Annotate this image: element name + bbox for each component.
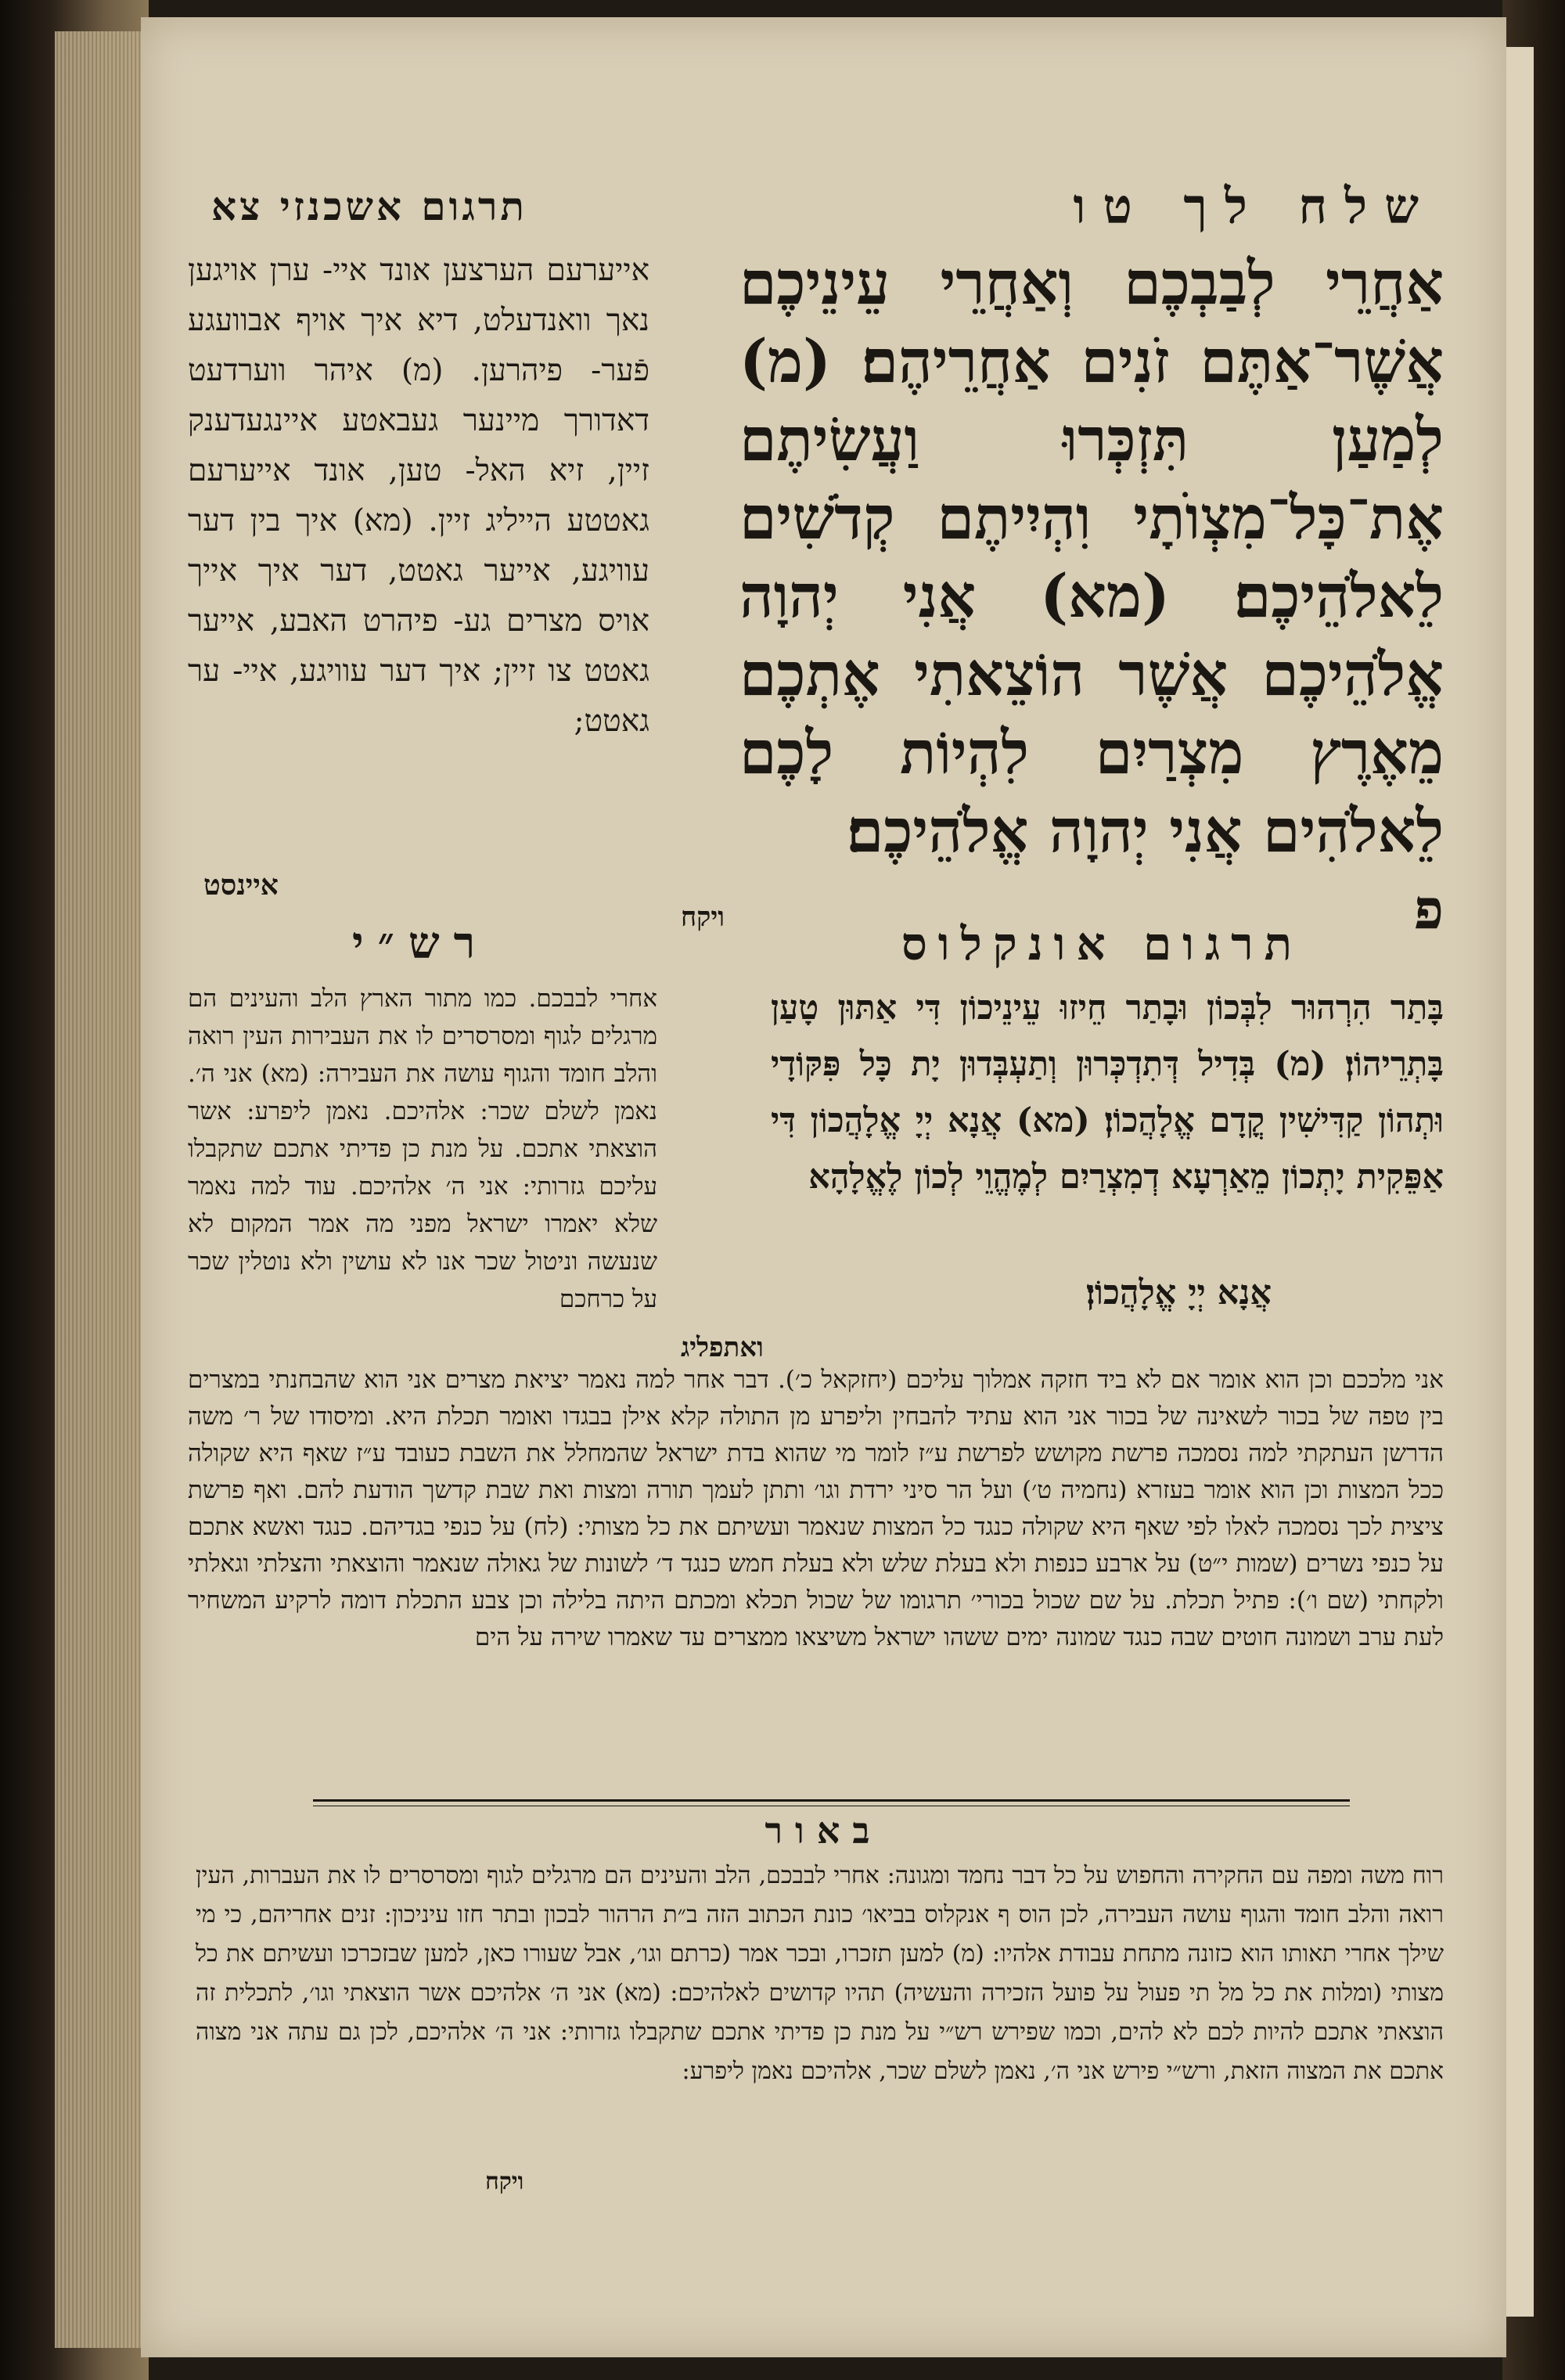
catchword-onkelos: ויקח [681,902,725,933]
catchword-yiddish: איינסט [203,869,279,902]
catchword-bottom: ויקח [485,2168,524,2195]
onkelos-title: תרגום אונקלוס [901,917,1303,970]
onkelos-text: בָּתַר הִרְהוּר לִבְּכוֹן וּבָתַר חֵיזוּ עֵינֵיכוֹן דִּי אַתּוּן טָעַן בָּתְרֵיהוֹן׃ (מ) בְּדִיל דְּתִדְכְּרוּן וְתַעְבְּדוּן יָת כָּל פִּקּוֹדָי וּתְהוֹן קַדִּישִׁין קֳדָם אֱלָהֲכוֹן׃ (מא) אֲנָא יְיָ אֱלָהֲכוֹן דִּי אַפֵּקִית יָתְכוֹן מֵאַרְעָא דְמִצְרַיִם לְמֶהֱוֵי לְכוֹן לֶאֱלָהָא [771,988,1444,1197]
targum-header: תרגום אשכנזי צא [211,183,527,229]
parasha-petucha-mark: פ [1413,877,1444,942]
page-edges [55,31,149,2348]
torah-verse-text: אַחֲרֵי לְבַבְכֶם וְאַחֲרֵי עֵינֵיכֶם אֲשֶׁר־אַתֶּם זֹנִים אַחֲרֵיהֶם׃ (מ) לְמַעַן תִּזְכְּרוּ וַעֲשִׂיתֶם אֶת־כָּל־מִצְוֺתָי וִהְיִיתֶם קְדֹשִׁים לֵאלֹהֵיכֶם׃ (מא) אֲנִי יְהוָה אֱלֹהֵיכֶם אֲשֶׁר הוֹצֵאתִי אֶתְכֶם מֵאֶרֶץ מִצְרַיִם לִהְיוֹת לָכֶם לֵאלֹהִים אֲנִי יְהוָה אֱלֹהֵיכֶם׃ [739,248,1444,866]
rashi-column-text: אחרי לבבכם. כמו מתור הארץ הלב והעינים הם מרגלים לגוף ומסרסרים לו את העבירות העין רואה והלב חומד והגוף עושה את העבירה: (מא) אני ה׳. נאמן לשלם שכר: אלהיכם. נאמן ליפרע: אשר הוצאתי אתכם. על מנת כן פדיתי אתכם שתקבלו עליכם גזרותי: אני ה׳ אלהיכם. עוד למה נאמר שלא יאמרו ישראל מפני מה אמר המקום לא שנעשה וניטול שכר אנו לא עושין ולא נוטלין שכר על כרחכם [188,985,657,1313]
yiddish-translation-column: אייערעם הערצען אונד איי- ערן אויגען נאך וואנדעלט, דיא איך אויף אבוועגע פֿער- פיהרען. (מ) איהר ווערדעט דאדורך מיינער געבאטע איינגעדענק זיין, זיא האל- טען, אונד אייערעם גאטטע הייליג זיין. (מא) איך בין דער עוויגע, אייער גאטט, דער איך אייך אויס מצרים גע- פיהרט האבע, אייער גאטט צו זיין; איך דער עוויגע, איי- ער גאטט; [188,253,649,739]
rashi-full-width-text: אני מלככם וכן הוא אומר אם לא ביד חזקה אמלוך עליכם (יחזקאל כ׳). דבר אחר למה נאמר יציאת מצרים אני הוא שהבחנתי במצרים בין טפה של בכור לשאינה של בכור אני הוא עתיד להבחין וליפרע מן התולה קלא אילן בבגדו ואומר תכלת היא. ומיסודו של ר׳ משה הדרשן העתקתי למה נסמכה פרשת מקושש לפרשת ע״ז לומר מי שהוא בדת ישראל שהמחלל את השבת כעובד ע״ז שאף היא שקולה ככל המצות וכן הוא אומר בעזרא (נחמיה ט׳) ועל הר סיני ירדת וגו׳ ותתן לעמך תורה ומצות ואת שבת קדשך הודעת להם. ואף פרשת ציצית לכך נסמכה לאלו לפי שאף היא שקולה כנגד כל המצות שנאמר ועשיתם את כל מצותי: (לח) על כנפי בגדיהם. כנגד ואשא אתכם על כנפי נשרים (שמות י״ט) על ארבע כנפות ולא בעלת שלש ולא בעלת חמש כנגד ד׳ לשונות של גאולה שנאמר והוצאתי והצלתי וגאלתי ולקחתי (שם ו׳): פתיל תכלת. על שם שכול בכורי׳ תרגומו של שכול תכלא ומכתם היתה בלילה וכן צבע התכלת דומה לרקיע המשחיר לעת ערב ושמונה חוטים שבה כנגד שמונה ימים ששהו ישראל משיצאו ממצרים עד שאמרו שירה על הים [188,1366,1444,1651]
rashi-title: רש״י [352,917,490,969]
torah-text-block [739,244,1444,949]
onkelos-last-line: אֲנָא יְיָ אֱלָהֲכוֹן׃ [1085,1273,1272,1312]
book-page [141,17,1506,2357]
divider-thick [313,1799,1350,1802]
biur-title: באור [765,1809,883,1852]
catchword-rashi: ואתפליג [681,1332,764,1363]
parasha-header: שלח לך טו [1073,178,1436,235]
biur-commentary-text: רוח משה ומפה עם החקירה והחפוש על כל דבר נחמד ומגונה: אחרי לבבכם, הלב והעינים הם מרגלים לגוף ומסרסרים לו את העברות, העין רואה והלב חומד והגוף עושה העבירה, לכן הוס ף אנקלוס בביאו׳ כונת הכתוב הזה ב״ת הרהור לבכון ובתר חזו עיניכון: זנים אחריהם, כי מי שילך אחרי תאותו הוא כזונה מתחת עבודת אלהיו: (מ) למען תזכרו, ובכר אמר (כרתם וגו׳, אבל שעורו כאן, למען שבזכרכו ועשיתם את כל מצותי (ומלות את כל מל תי פעול על פועל הזכירה והעשיה) תהיו קדושים לאלהיכם: (מא) אני ה׳ אלהיכם אשר הוצאתי וגו׳, לתכלית זה הוצאתי אתכם להיות לכם לא להים, וכמו שפירש רש״י על מנת כן פדיתי אתכם שתקבלו גזרותי: אני ה׳ אלהיכם, לכן גם עתה אני מצוה אתכם את המצוה הזאת, ורש״י פירש אני ה׳, נאמן לשלם שכר, אלהיכם נאמן ליפרע: [196,1862,1444,2085]
